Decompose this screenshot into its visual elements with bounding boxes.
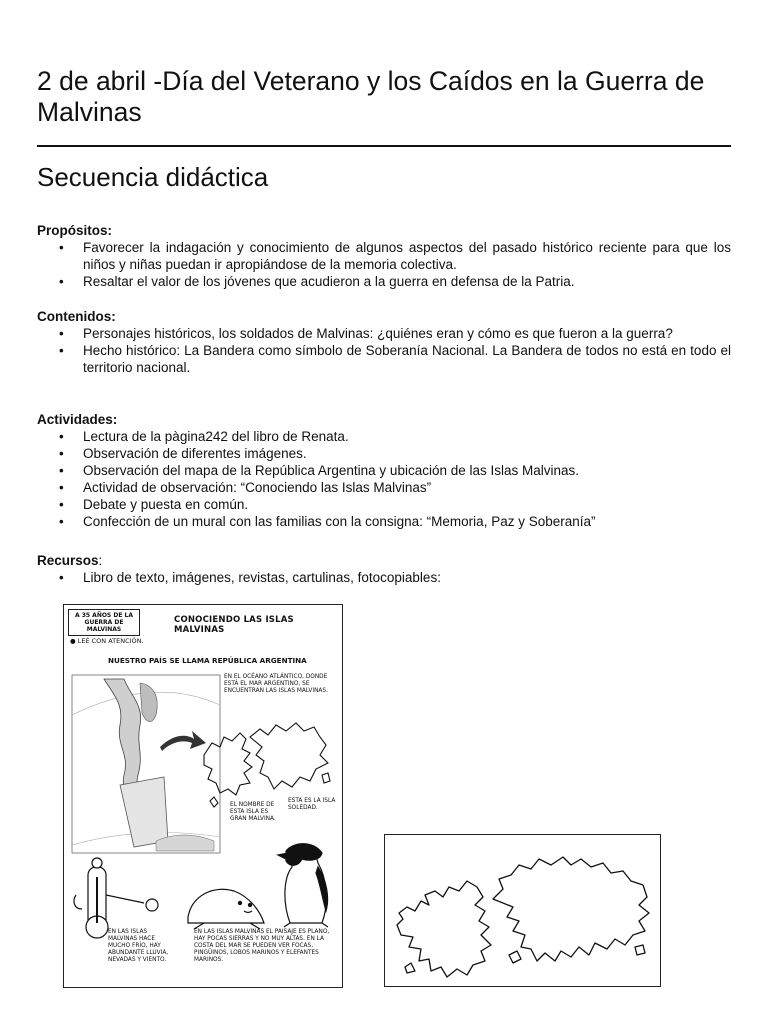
caption-gran-malvina: EL NOMBRE DE ESTA ISLA ES GRAN MALVINA. bbox=[230, 802, 276, 822]
section-heading: Propósitos: bbox=[37, 223, 113, 238]
list-item: • Debate y puesta en común. bbox=[37, 496, 731, 513]
worksheet-instruction: ● LEÉ CON ATENCIÓN. bbox=[70, 637, 144, 645]
caption-soledad: ESTA ES LA ISLA SOLEDAD. bbox=[288, 798, 336, 811]
document-title: 2 de abril -Día del Veterano y los Caídos en la Guerra de Malvinas bbox=[37, 66, 705, 127]
malvinas-outline-drawing bbox=[385, 835, 662, 988]
list-item: • Lectura de la pàgina242 del libro de Renata. bbox=[37, 428, 731, 445]
section-heading: Contenidos: bbox=[37, 309, 116, 324]
list-item: • Favorecer la indagación y conocimiento de algunos aspectos del pasado histórico reciente para que los niños y niñas puedan ir apropiándose de la memoria colectiva. bbox=[37, 239, 731, 273]
list-item: • Observación del mapa de la República Argentina y ubicación de las Islas Malvinas. bbox=[37, 462, 731, 479]
caption-climate: EN LAS ISLAS MALVINAS HACE MUCHO FRÍO, HAY ABUNDANTE LLUVIA, NEVADAS Y VIENTO. bbox=[108, 929, 169, 963]
worksheet-badge: A 35 AÑOS DE LA GUERRA DE MALVINAS bbox=[68, 609, 140, 636]
bullet-list bbox=[37, 569, 731, 586]
section-recursos bbox=[37, 552, 731, 586]
seal-drawing bbox=[188, 889, 264, 929]
section-actividades bbox=[37, 411, 731, 530]
malvinas-islands-drawing bbox=[204, 723, 330, 807]
bullet-list bbox=[37, 428, 731, 530]
list-item: • Actividad de observación: “Conociendo las Islas Malvinas” bbox=[37, 479, 731, 496]
title-divider bbox=[37, 145, 731, 147]
caption-landscape: EN LAS ISLAS MALVINAS EL PAISAJE ES PLANO, HAY POCAS SIERRAS Y NO MUY ALTAS. EN LA COSTA DEL MAR SE PUEDEN VER FOCAS, PINGÜINOS, LOBOS MARINOS Y ELEFANTES MARINOS. bbox=[194, 929, 330, 963]
list-item: • Resaltar el valor de los jóvenes que acudieron a la guerra en defensa de la Patria. bbox=[37, 273, 731, 290]
document-subtitle: Secuencia didáctica bbox=[37, 162, 269, 192]
list-item: • Libro de texto, imágenes, revistas, cartulinas, fotocopiables: bbox=[37, 569, 731, 586]
islands-outline-image bbox=[384, 834, 661, 987]
section-heading: Actividades: bbox=[37, 412, 118, 427]
bullet-list bbox=[37, 239, 731, 290]
heading-text: Recursos bbox=[37, 553, 99, 568]
list-item: • Observación de diferentes imágenes. bbox=[37, 445, 731, 462]
thermometer-drawing bbox=[74, 858, 158, 938]
heading-colon: : bbox=[98, 553, 103, 568]
argentina-map bbox=[72, 675, 220, 853]
section-contenidos bbox=[37, 308, 731, 376]
penguin-drawing bbox=[278, 844, 328, 927]
list-item: • Hecho histórico: La Bandera como símbolo de Soberanía Nacional. La Bandera de todos no está en todo el territorio nacional. bbox=[37, 342, 731, 376]
list-item: • Personajes históricos, los soldados de Malvinas: ¿quiénes eran y cómo es que fueron a la guerra? bbox=[37, 325, 731, 342]
caption-ocean: EN EL OCÉANO ATLÁNTICO, DONDE ESTÁ EL MAR ARGENTINO, SE ENCUENTRAN LAS ISLAS MALVINAS. bbox=[224, 674, 328, 694]
section-propositos bbox=[37, 222, 731, 290]
worksheet-title: CONOCIENDO LAS ISLAS MALVINAS bbox=[174, 615, 294, 635]
list-item: • Confección de un mural con las familias con la consigna: “Memoria, Paz y Soberanía” bbox=[37, 513, 731, 530]
section-heading bbox=[37, 552, 731, 569]
map-title: NUESTRO PAÍS SE LLAMA REPÚBLICA ARGENTINA bbox=[108, 656, 307, 665]
bullet-list bbox=[37, 325, 731, 376]
worksheet-image bbox=[63, 604, 343, 988]
